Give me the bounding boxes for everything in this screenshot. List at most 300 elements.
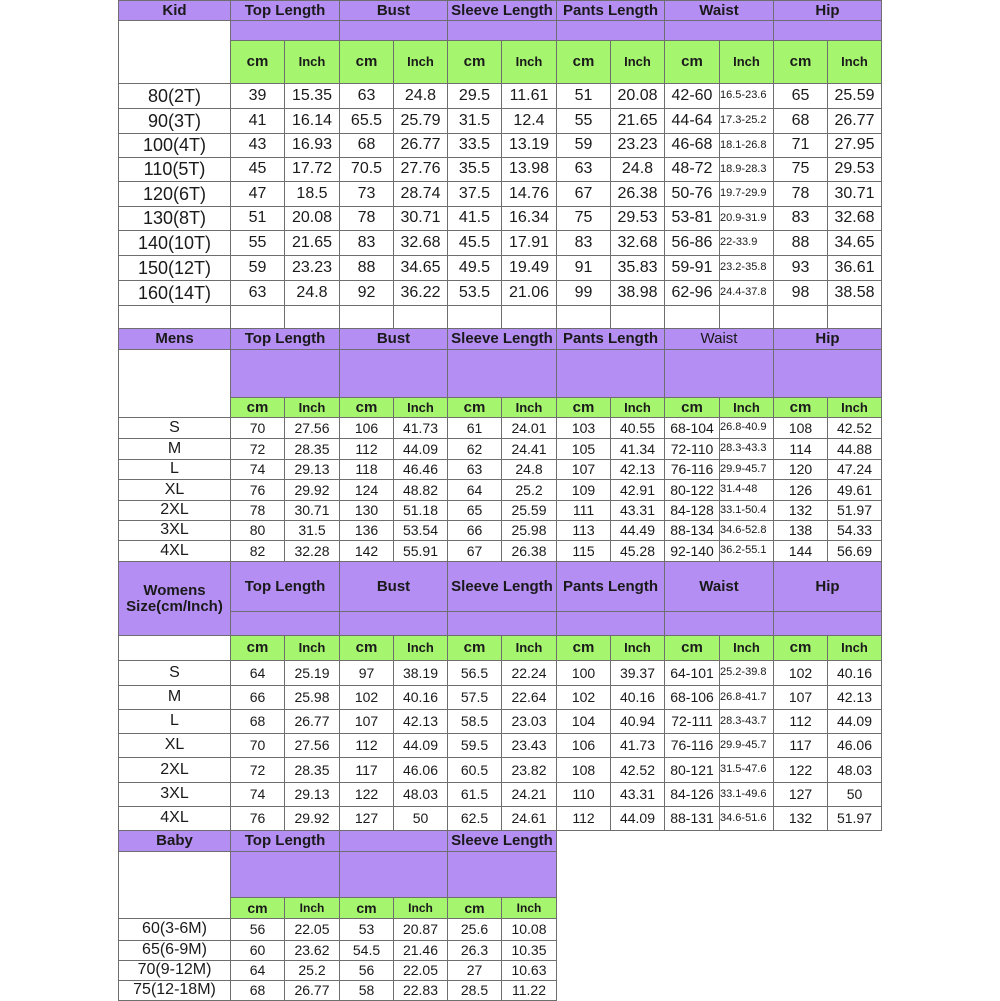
womens-value-cell: 102 <box>773 660 828 686</box>
mens-value-cell: 88-134 <box>664 520 720 541</box>
mens-value-cell: 64 <box>447 479 502 501</box>
baby-value-cell: 21.46 <box>393 940 448 961</box>
kid-value-cell: 83 <box>556 230 611 256</box>
mens-value-cell: 55.91 <box>393 540 448 562</box>
kid-value-cell: 21.65 <box>284 230 340 256</box>
kid-value-cell: 24.8 <box>610 157 665 182</box>
mens-unit-inch: Inch <box>827 397 882 418</box>
kid-value-cell: 59-91 <box>664 255 720 281</box>
kid-value-cell <box>773 305 828 329</box>
kid-value-cell: 30.71 <box>393 206 448 231</box>
womens-value-cell: 31.5-47.6 <box>719 757 774 783</box>
baby-size-cell: 65(6-9M) <box>118 940 231 961</box>
mens-value-cell: 56.69 <box>827 540 882 562</box>
mens-value-cell: 107 <box>556 459 611 480</box>
womens-value-cell: 29.9-45.7 <box>719 733 774 758</box>
womens-header-group: Pants Length <box>556 561 665 612</box>
womens-value-cell: 33.1-49.6 <box>719 782 774 807</box>
kid-value-cell: 45 <box>230 157 285 182</box>
mens-value-cell: 33.1-50.4 <box>719 500 774 521</box>
kid-value-cell: 27.76 <box>393 157 448 182</box>
kid-value-cell: 26.38 <box>610 181 665 207</box>
womens-value-cell: 48.03 <box>827 757 882 783</box>
womens-value-cell: 40.16 <box>827 660 882 686</box>
baby-value-cell: 22.83 <box>393 980 448 1001</box>
kid-value-cell <box>284 305 340 329</box>
kid-value-cell: 70.5 <box>339 157 394 182</box>
baby-value-cell: 26.77 <box>284 980 340 1001</box>
mens-value-cell: 48.82 <box>393 479 448 501</box>
mens-value-cell: 82 <box>230 540 285 562</box>
mens-value-cell: 80 <box>230 520 285 541</box>
mens-unit-cm: cm <box>339 397 394 418</box>
mens-value-cell: 44.88 <box>827 438 882 460</box>
womens-value-cell: 23.82 <box>501 757 557 783</box>
mens-value-cell: 43.31 <box>610 500 665 521</box>
kid-value-cell: 21.65 <box>610 108 665 134</box>
womens-value-cell: 48.03 <box>393 782 448 807</box>
kid-value-cell: 20.9-31.9 <box>719 206 774 231</box>
womens-header-group: Top Length <box>230 561 340 612</box>
kid-size-cell: 90(3T) <box>118 108 231 134</box>
mens-value-cell: 51.18 <box>393 500 448 521</box>
womens-value-cell: 110 <box>556 782 611 807</box>
kid-value-cell: 17.72 <box>284 157 340 182</box>
mens-title-spacer <box>118 349 231 418</box>
baby-value-cell: 10.63 <box>501 960 557 981</box>
baby-value-cell: 20.87 <box>393 918 448 941</box>
mens-value-cell: 126 <box>773 479 828 501</box>
kid-value-cell: 46-68 <box>664 133 720 158</box>
kid-value-cell <box>556 305 611 329</box>
womens-value-cell: 28.3-43.7 <box>719 709 774 734</box>
womens-value-cell: 74 <box>230 782 285 807</box>
kid-value-cell <box>339 305 394 329</box>
kid-header-band <box>339 20 448 41</box>
womens-title-spacer <box>118 635 231 661</box>
womens-value-cell: 117 <box>773 733 828 758</box>
womens-value-cell: 25.2-39.8 <box>719 660 774 686</box>
kid-header-group: Pants Length <box>556 0 665 21</box>
kid-size-cell: 140(10T) <box>118 230 231 256</box>
mens-value-cell: 72-110 <box>664 438 720 460</box>
kid-value-cell: 44-64 <box>664 108 720 134</box>
mens-value-cell: 34.6-52.8 <box>719 520 774 541</box>
mens-value-cell: 118 <box>339 459 394 480</box>
mens-value-cell: 26.8-40.9 <box>719 417 774 439</box>
womens-value-cell: 23.43 <box>501 733 557 758</box>
mens-value-cell: 112 <box>339 438 394 460</box>
mens-header-group: Sleeve Length <box>447 328 557 350</box>
mens-header-band <box>556 349 665 398</box>
womens-value-cell: 84-126 <box>664 782 720 807</box>
kid-unit-inch: Inch <box>719 40 774 84</box>
mens-value-cell: 49.61 <box>827 479 882 501</box>
kid-value-cell <box>393 305 448 329</box>
mens-header-band <box>773 349 882 398</box>
womens-value-cell: 62.5 <box>447 806 502 831</box>
mens-value-cell: 25.98 <box>501 520 557 541</box>
mens-value-cell: 28.3-43.3 <box>719 438 774 460</box>
kid-value-cell: 93 <box>773 255 828 281</box>
womens-value-cell: 64 <box>230 660 285 686</box>
womens-value-cell: 66 <box>230 685 285 710</box>
mens-value-cell: 113 <box>556 520 611 541</box>
womens-header-group: Sleeve Length <box>447 561 557 612</box>
kid-value-cell: 63 <box>556 157 611 182</box>
mens-value-cell: 41.34 <box>610 438 665 460</box>
mens-unit-inch: Inch <box>284 397 340 418</box>
womens-unit-cm: cm <box>447 635 502 661</box>
kid-section-title: Kid <box>118 0 231 21</box>
womens-value-cell: 24.61 <box>501 806 557 831</box>
mens-header-group: Hip <box>773 328 882 350</box>
kid-value-cell: 29.53 <box>827 157 882 182</box>
mens-value-cell: 36.2-55.1 <box>719 540 774 562</box>
kid-value-cell: 23.23 <box>284 255 340 281</box>
womens-value-cell: 58.5 <box>447 709 502 734</box>
baby-size-cell: 60(3-6M) <box>118 918 231 941</box>
mens-size-cell: XL <box>118 479 231 501</box>
kid-value-cell: 32.68 <box>393 230 448 256</box>
kid-value-cell: 53-81 <box>664 206 720 231</box>
kid-value-cell: 83 <box>339 230 394 256</box>
kid-header-group: Hip <box>773 0 882 21</box>
kid-value-cell: 24.8 <box>393 83 448 109</box>
mens-value-cell: 47.24 <box>827 459 882 480</box>
kid-value-cell: 26.77 <box>393 133 448 158</box>
kid-value-cell: 63 <box>230 280 285 306</box>
mens-value-cell: 45.28 <box>610 540 665 562</box>
womens-value-cell: 38.19 <box>393 660 448 686</box>
mens-value-cell: 54.33 <box>827 520 882 541</box>
kid-value-cell <box>447 305 502 329</box>
mens-value-cell: 76-116 <box>664 459 720 480</box>
kid-value-cell: 68 <box>773 108 828 134</box>
kid-header-group: Top Length <box>230 0 340 21</box>
kid-value-cell: 75 <box>556 206 611 231</box>
womens-value-cell: 44.09 <box>610 806 665 831</box>
womens-value-cell: 112 <box>556 806 611 831</box>
womens-value-cell: 34.6-51.6 <box>719 806 774 831</box>
mens-value-cell: 136 <box>339 520 394 541</box>
mens-value-cell: 42.91 <box>610 479 665 501</box>
baby-unit-cm: cm <box>447 897 502 919</box>
baby-value-cell: 68 <box>230 980 285 1001</box>
womens-value-cell: 57.5 <box>447 685 502 710</box>
mens-value-cell: 42.52 <box>827 417 882 439</box>
baby-unit-cm: cm <box>230 897 285 919</box>
mens-unit-inch: Inch <box>501 397 557 418</box>
kid-size-cell: 130(8T) <box>118 206 231 231</box>
kid-unit-cm: cm <box>339 40 394 84</box>
kid-value-cell: 71 <box>773 133 828 158</box>
kid-value-cell: 42-60 <box>664 83 720 109</box>
kid-value-cell: 55 <box>556 108 611 134</box>
kid-value-cell: 34.65 <box>393 255 448 281</box>
womens-value-cell: 42.52 <box>610 757 665 783</box>
kid-unit-cm: cm <box>447 40 502 84</box>
kid-unit-inch: Inch <box>610 40 665 84</box>
mens-value-cell: 63 <box>447 459 502 480</box>
kid-header-group: Bust <box>339 0 448 21</box>
kid-header-band <box>230 20 340 41</box>
kid-value-cell: 83 <box>773 206 828 231</box>
womens-header-band <box>339 611 448 636</box>
womens-value-cell: 43.31 <box>610 782 665 807</box>
kid-value-cell: 30.71 <box>827 181 882 207</box>
kid-header-band <box>773 20 882 41</box>
mens-unit-cm: cm <box>773 397 828 418</box>
womens-size-cell: XL <box>118 733 231 758</box>
womens-value-cell: 127 <box>773 782 828 807</box>
mens-header-band <box>230 349 340 398</box>
womens-value-cell: 61.5 <box>447 782 502 807</box>
kid-size-cell: 80(2T) <box>118 83 231 109</box>
kid-value-cell: 11.61 <box>501 83 557 109</box>
mens-value-cell: 31.4-48 <box>719 479 774 501</box>
womens-value-cell: 23.03 <box>501 709 557 734</box>
kid-value-cell: 20.08 <box>610 83 665 109</box>
womens-value-cell: 42.13 <box>393 709 448 734</box>
womens-value-cell: 117 <box>339 757 394 783</box>
kid-value-cell: 26.77 <box>827 108 882 134</box>
kid-unit-inch: Inch <box>501 40 557 84</box>
womens-section-title: Womens Size(cm/Inch) <box>118 561 231 636</box>
mens-value-cell: 74 <box>230 459 285 480</box>
womens-value-cell: 68 <box>230 709 285 734</box>
kid-value-cell: 59 <box>230 255 285 281</box>
mens-value-cell: 67 <box>447 540 502 562</box>
womens-size-cell: S <box>118 660 231 686</box>
womens-value-cell: 50 <box>827 782 882 807</box>
womens-value-cell: 46.06 <box>393 757 448 783</box>
mens-value-cell: 76 <box>230 479 285 501</box>
mens-value-cell: 28.35 <box>284 438 340 460</box>
mens-header-band <box>447 349 557 398</box>
kid-value-cell: 27.95 <box>827 133 882 158</box>
kid-value-cell: 16.93 <box>284 133 340 158</box>
womens-value-cell: 25.98 <box>284 685 340 710</box>
womens-value-cell: 50 <box>393 806 448 831</box>
kid-value-cell: 17.3-25.2 <box>719 108 774 134</box>
womens-size-cell: L <box>118 709 231 734</box>
mens-unit-cm: cm <box>556 397 611 418</box>
kid-value-cell: 50-76 <box>664 181 720 207</box>
kid-value-cell: 25.59 <box>827 83 882 109</box>
kid-value-cell: 16.5-23.6 <box>719 83 774 109</box>
womens-value-cell: 70 <box>230 733 285 758</box>
mens-header-group: Top Length <box>230 328 340 350</box>
womens-value-cell: 44.09 <box>827 709 882 734</box>
womens-value-cell: 60.5 <box>447 757 502 783</box>
womens-value-cell: 97 <box>339 660 394 686</box>
womens-unit-cm: cm <box>773 635 828 661</box>
baby-value-cell: 60 <box>230 940 285 961</box>
mens-header-group: Pants Length <box>556 328 665 350</box>
womens-value-cell: 59.5 <box>447 733 502 758</box>
mens-value-cell: 120 <box>773 459 828 480</box>
baby-unit-inch: Inch <box>501 897 557 919</box>
baby-header-group: Top Length <box>230 830 340 852</box>
kid-value-cell: 55 <box>230 230 285 256</box>
kid-value-cell: 78 <box>773 181 828 207</box>
kid-value-cell: 32.68 <box>610 230 665 256</box>
mens-unit-cm: cm <box>230 397 285 418</box>
mens-unit-inch: Inch <box>610 397 665 418</box>
mens-value-cell: 124 <box>339 479 394 501</box>
womens-value-cell: 56.5 <box>447 660 502 686</box>
kid-value-cell: 38.98 <box>610 280 665 306</box>
kid-unit-cm: cm <box>556 40 611 84</box>
kid-value-cell <box>230 305 285 329</box>
baby-value-cell: 10.35 <box>501 940 557 961</box>
womens-value-cell: 27.56 <box>284 733 340 758</box>
kid-size-cell: 160(14T) <box>118 280 231 306</box>
mens-value-cell: 40.55 <box>610 417 665 439</box>
baby-value-cell: 53 <box>339 918 394 941</box>
mens-value-cell: 92-140 <box>664 540 720 562</box>
kid-value-cell: 48-72 <box>664 157 720 182</box>
mens-header-band <box>339 349 448 398</box>
kid-value-cell: 20.08 <box>284 206 340 231</box>
mens-size-cell: S <box>118 417 231 439</box>
kid-value-cell <box>827 305 882 329</box>
kid-value-cell: 37.5 <box>447 181 502 207</box>
kid-value-cell: 23.2-35.8 <box>719 255 774 281</box>
kid-header-group: Sleeve Length <box>447 0 557 21</box>
mens-value-cell: 41.73 <box>393 417 448 439</box>
mens-value-cell: 44.09 <box>393 438 448 460</box>
kid-unit-cm: cm <box>230 40 285 84</box>
mens-size-cell: L <box>118 459 231 480</box>
baby-value-cell: 22.05 <box>284 918 340 941</box>
kid-header-group: Waist <box>664 0 774 21</box>
womens-header-band <box>664 611 774 636</box>
womens-value-cell: 68-106 <box>664 685 720 710</box>
kid-unit-cm: cm <box>664 40 720 84</box>
kid-value-cell: 45.5 <box>447 230 502 256</box>
mens-header-band <box>664 349 774 398</box>
womens-unit-inch: Inch <box>610 635 665 661</box>
kid-value-cell: 99 <box>556 280 611 306</box>
womens-unit-cm: cm <box>556 635 611 661</box>
womens-header-band <box>556 611 665 636</box>
womens-header-band <box>230 611 340 636</box>
kid-value-cell: 13.98 <box>501 157 557 182</box>
womens-value-cell: 26.8-41.7 <box>719 685 774 710</box>
mens-section-title: Mens <box>118 328 231 350</box>
womens-header-group: Waist <box>664 561 774 612</box>
mens-value-cell: 130 <box>339 500 394 521</box>
womens-value-cell: 64-101 <box>664 660 720 686</box>
mens-value-cell: 25.2 <box>501 479 557 501</box>
womens-value-cell: 112 <box>773 709 828 734</box>
kid-size-cell: 120(6T) <box>118 181 231 207</box>
kid-value-cell <box>719 305 774 329</box>
womens-value-cell: 122 <box>773 757 828 783</box>
mens-value-cell: 30.71 <box>284 500 340 521</box>
mens-value-cell: 32.28 <box>284 540 340 562</box>
mens-size-cell: M <box>118 438 231 460</box>
womens-unit-inch: Inch <box>284 635 340 661</box>
baby-header-band <box>339 851 448 898</box>
womens-value-cell: 132 <box>773 806 828 831</box>
womens-value-cell: 72-111 <box>664 709 720 734</box>
mens-value-cell: 108 <box>773 417 828 439</box>
kid-value-cell: 25.79 <box>393 108 448 134</box>
womens-unit-cm: cm <box>339 635 394 661</box>
kid-value-cell: 51 <box>230 206 285 231</box>
mens-value-cell: 68-104 <box>664 417 720 439</box>
mens-value-cell: 84-128 <box>664 500 720 521</box>
mens-size-cell: 3XL <box>118 520 231 541</box>
womens-value-cell: 29.13 <box>284 782 340 807</box>
kid-value-cell: 29.53 <box>610 206 665 231</box>
womens-value-cell: 112 <box>339 733 394 758</box>
mens-value-cell: 53.54 <box>393 520 448 541</box>
mens-value-cell: 26.38 <box>501 540 557 562</box>
mens-value-cell: 142 <box>339 540 394 562</box>
baby-value-cell: 11.22 <box>501 980 557 1001</box>
womens-value-cell: 76 <box>230 806 285 831</box>
kid-value-cell: 56-86 <box>664 230 720 256</box>
mens-value-cell: 62 <box>447 438 502 460</box>
kid-value-cell: 38.58 <box>827 280 882 306</box>
kid-value-cell: 47 <box>230 181 285 207</box>
kid-value-cell: 39 <box>230 83 285 109</box>
kid-value-cell: 65 <box>773 83 828 109</box>
womens-value-cell: 41.73 <box>610 733 665 758</box>
kid-value-cell: 53.5 <box>447 280 502 306</box>
baby-size-cell: 70(9-12M) <box>118 960 231 981</box>
mens-value-cell: 65 <box>447 500 502 521</box>
mens-unit-cm: cm <box>447 397 502 418</box>
baby-unit-inch: Inch <box>284 897 340 919</box>
baby-header-band <box>230 851 340 898</box>
womens-value-cell: 76-116 <box>664 733 720 758</box>
kid-size-cell: 110(5T) <box>118 157 231 182</box>
womens-value-cell: 107 <box>339 709 394 734</box>
womens-unit-inch: Inch <box>827 635 882 661</box>
kid-value-cell: 23.23 <box>610 133 665 158</box>
mens-value-cell: 29.92 <box>284 479 340 501</box>
kid-value-cell: 34.65 <box>827 230 882 256</box>
mens-value-cell: 103 <box>556 417 611 439</box>
kid-value-cell: 78 <box>339 206 394 231</box>
kid-value-cell: 91 <box>556 255 611 281</box>
kid-value-cell: 51 <box>556 83 611 109</box>
mens-value-cell: 51.97 <box>827 500 882 521</box>
mens-value-cell: 111 <box>556 500 611 521</box>
kid-value-cell: 12.4 <box>501 108 557 134</box>
womens-value-cell: 107 <box>773 685 828 710</box>
kid-value-cell: 88 <box>339 255 394 281</box>
mens-unit-inch: Inch <box>719 397 774 418</box>
womens-size-cell: 4XL <box>118 806 231 831</box>
baby-header-group <box>339 830 448 852</box>
baby-title-spacer <box>118 851 231 919</box>
womens-value-cell: 40.16 <box>610 685 665 710</box>
kid-value-cell: 59 <box>556 133 611 158</box>
mens-value-cell: 114 <box>773 438 828 460</box>
womens-unit-inch: Inch <box>393 635 448 661</box>
kid-value-cell: 62-96 <box>664 280 720 306</box>
kid-unit-inch: Inch <box>393 40 448 84</box>
womens-value-cell: 88-131 <box>664 806 720 831</box>
womens-value-cell: 102 <box>556 685 611 710</box>
kid-value-cell: 18.5 <box>284 181 340 207</box>
